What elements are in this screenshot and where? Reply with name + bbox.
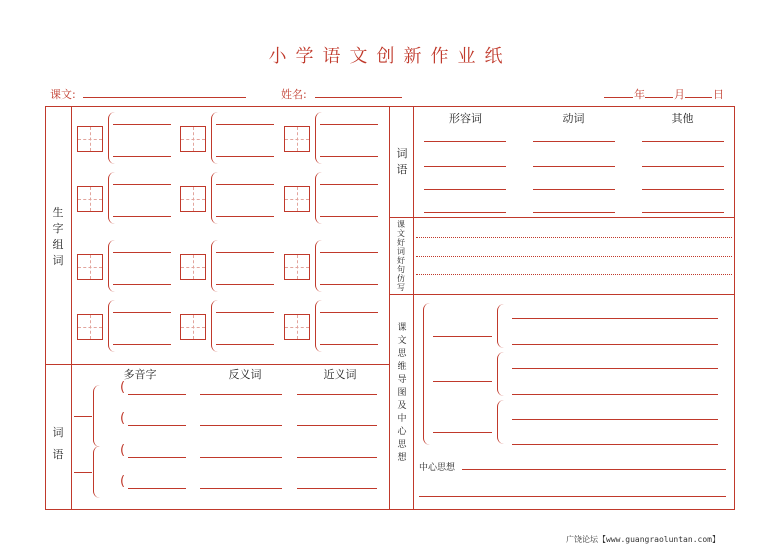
mindmap-detail-line[interactable] [512, 318, 718, 319]
word-line[interactable] [424, 189, 506, 190]
chars-section-label: 生 字 组 词 [52, 206, 64, 267]
char-word-line[interactable] [216, 284, 274, 285]
polyphone-line[interactable] [128, 488, 186, 489]
char-word-line[interactable] [113, 284, 171, 285]
char-box[interactable] [77, 126, 103, 152]
char-word-line[interactable] [320, 252, 378, 253]
synonym-line[interactable] [297, 425, 377, 426]
char-word-line[interactable] [113, 156, 171, 157]
col-polyphone: 多音字 [123, 368, 157, 381]
char-box[interactable] [180, 314, 206, 340]
col-synonym: 近义词 [323, 368, 357, 381]
word-line[interactable] [642, 141, 724, 142]
polyphone-line[interactable] [128, 425, 186, 426]
sentence-line-3[interactable] [416, 274, 732, 275]
words-section-label: 词 语 [52, 426, 64, 461]
char-box[interactable] [284, 254, 310, 280]
center-divider [389, 106, 390, 510]
sentence-line-1[interactable] [416, 237, 732, 238]
mindmap-detail-line[interactable] [512, 344, 718, 345]
polyphone-line[interactable] [128, 457, 186, 458]
worksheet-frame [45, 106, 735, 510]
name-label: 姓名: [281, 88, 307, 101]
polyphone-line[interactable] [128, 394, 186, 395]
year-label: 年 [634, 88, 645, 101]
char-box[interactable] [77, 254, 103, 280]
mindmap-sub-brace [497, 352, 504, 396]
sentence-line-2[interactable] [416, 256, 732, 257]
synonym-line[interactable] [297, 488, 377, 489]
antonym-line[interactable] [200, 457, 282, 458]
char-box[interactable] [284, 186, 310, 212]
right-divider-2 [389, 294, 735, 295]
antonym-line[interactable] [200, 425, 282, 426]
synonym-line[interactable] [297, 457, 377, 458]
word-line[interactable] [424, 166, 506, 167]
char-word-line[interactable] [320, 124, 378, 125]
char-word-line[interactable] [216, 124, 274, 125]
right-divider-1 [389, 217, 735, 218]
word-line[interactable] [533, 212, 615, 213]
mindmap-main-brace [423, 303, 430, 445]
word-line[interactable] [642, 212, 724, 213]
mindmap-node-line[interactable] [433, 381, 492, 382]
mindmap-detail-line[interactable] [512, 394, 718, 395]
antonym-line[interactable] [200, 394, 282, 395]
char-word-line[interactable] [320, 156, 378, 157]
lesson-label: 课文: [50, 88, 76, 101]
month-label: 月 [674, 88, 685, 101]
mindmap-detail-line[interactable] [512, 368, 718, 369]
footer-source: 广饶论坛【www.guangraoluntan.com】 [566, 535, 720, 544]
char-box[interactable] [77, 314, 103, 340]
good-sentences-label: 课 文 好 词 好 句 仿 写 [397, 220, 405, 292]
char-box[interactable] [284, 314, 310, 340]
char-word-line[interactable] [113, 124, 171, 125]
col-antonym: 反义词 [228, 368, 262, 381]
char-word-line[interactable] [113, 216, 171, 217]
synonym-line[interactable] [297, 394, 377, 395]
word-line[interactable] [424, 212, 506, 213]
char-word-line[interactable] [320, 216, 378, 217]
paren-open: ( [120, 474, 126, 489]
char-word-line[interactable] [216, 156, 274, 157]
central-idea-line-2[interactable] [419, 496, 726, 497]
char-word-line[interactable] [113, 312, 171, 313]
paren-open: ( [120, 443, 126, 458]
day-label: 日 [713, 88, 724, 101]
char-word-line[interactable] [320, 344, 378, 345]
char-word-line[interactable] [216, 312, 274, 313]
antonym-line[interactable] [200, 488, 282, 489]
day-field[interactable] [685, 97, 712, 98]
word-line[interactable] [533, 189, 615, 190]
char-word-line[interactable] [113, 344, 171, 345]
char-word-line[interactable] [216, 184, 274, 185]
char-box[interactable] [180, 254, 206, 280]
left-label-divider [71, 106, 72, 510]
name-field[interactable] [315, 97, 402, 98]
mindmap-node-line[interactable] [433, 336, 492, 337]
mindmap-detail-line[interactable] [512, 444, 718, 445]
word-line[interactable] [533, 166, 615, 167]
mindmap-detail-line[interactable] [512, 419, 718, 420]
char-word-line[interactable] [216, 344, 274, 345]
char-box[interactable] [284, 126, 310, 152]
words-brace [93, 446, 100, 498]
mindmap-sub-brace [497, 304, 504, 348]
page-title: 小学语文创新作业纸 [268, 46, 512, 67]
char-box[interactable] [180, 126, 206, 152]
mindmap-label: 课 文 思 维 导 图 及 中 心 思 想 [397, 323, 407, 463]
col-other: 其他 [671, 112, 694, 125]
words-stem [74, 472, 92, 473]
words-brace [93, 385, 100, 447]
paren-open: ( [120, 380, 126, 395]
lesson-field[interactable] [83, 97, 246, 98]
word-line[interactable] [642, 189, 724, 190]
mindmap-node-line[interactable] [433, 432, 492, 433]
col-adjective: 形容词 [449, 112, 482, 125]
right-words-label: 词 语 [396, 147, 408, 176]
central-idea-label: 中心思想 [419, 463, 456, 473]
right-label-divider [413, 106, 414, 510]
paren-open: ( [120, 411, 126, 426]
word-line[interactable] [533, 141, 615, 142]
char-word-line[interactable] [320, 184, 378, 185]
word-line[interactable] [424, 141, 506, 142]
char-word-line[interactable] [216, 216, 274, 217]
word-line[interactable] [642, 166, 724, 167]
char-word-line[interactable] [320, 312, 378, 313]
char-word-line[interactable] [216, 252, 274, 253]
central-idea-line-1[interactable] [462, 469, 726, 470]
left-section-divider [45, 364, 390, 365]
char-word-line[interactable] [320, 284, 378, 285]
month-field[interactable] [645, 97, 673, 98]
char-word-line[interactable] [113, 252, 171, 253]
char-box[interactable] [180, 186, 206, 212]
char-word-line[interactable] [113, 184, 171, 185]
char-box[interactable] [77, 186, 103, 212]
words-stem [74, 416, 92, 417]
year-field[interactable] [604, 97, 633, 98]
col-verb: 动词 [562, 112, 585, 125]
mindmap-sub-brace [497, 400, 504, 444]
